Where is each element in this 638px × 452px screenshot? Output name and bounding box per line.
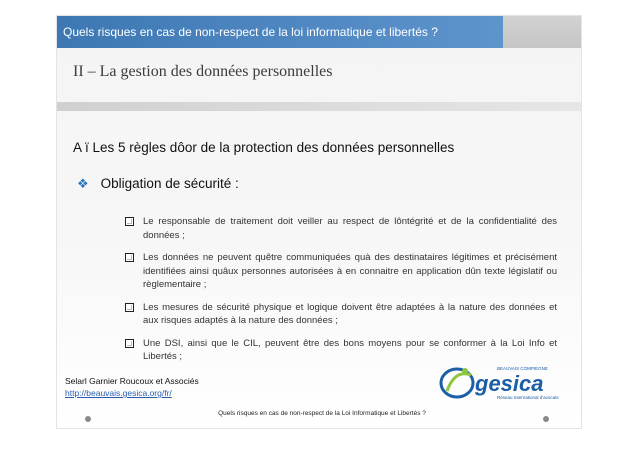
firm-name: Selarl Garnier Roucoux et Associés (65, 376, 199, 386)
list-item (125, 301, 557, 328)
checkbox-bullet-icon (125, 339, 134, 348)
subtitle-divider (57, 102, 581, 111)
section-subtitle: II – La gestion des données personnelles (73, 63, 333, 80)
list-item-text: Le responsable de traitement doit veiller au respect de lôntégrité et de la confidentialité des données ; (143, 216, 557, 241)
footer-note: Quels risques en cas de non-respect de la Loi Informatique et Libertés ? (218, 410, 426, 417)
list-item-text: Une DSI, ainsi que le CIL, peuvent être des bons moyens pour se conformer à la Loi Info et Libertés ; (143, 337, 557, 362)
bullet-list (125, 215, 557, 373)
list-item (125, 215, 557, 242)
rules-heading: A ï Les 5 règles dôor de la protection des données personnelles (73, 140, 455, 155)
gesica-logo (437, 361, 577, 403)
list-item-text: Les données ne peuvent quêtre communiquées quà des destinataires légitimes et précisément identifiées ainsi quâux personnes autorisées à en connaitre en application dûn texte législatif ou règlementaire ; (143, 252, 557, 290)
logo-top-text: BEAUVAIS COMPIEGNE (497, 366, 548, 371)
slide-title: Quels risques en cas de non-respect de la loi informatique et libertés ? (57, 16, 503, 48)
checkbox-bullet-icon (125, 253, 134, 262)
list-item (125, 337, 557, 364)
section-label-text: Obligation de sécurité : (100, 176, 239, 191)
checkbox-bullet-icon (125, 303, 134, 312)
slide (56, 15, 582, 429)
logo-wordmark: gesica (475, 371, 544, 396)
nav-dot-icon[interactable] (543, 416, 549, 422)
logo-tagline: Réseau International d'avocats (497, 395, 559, 400)
diamond-bullet-icon: ❖ (77, 176, 89, 191)
firm-website-link[interactable]: http://beauvais.gesica.org/fr/ (65, 388, 172, 398)
title-bar-accent (503, 16, 581, 48)
list-item (125, 251, 557, 292)
checkbox-bullet-icon (125, 217, 134, 226)
section-label (77, 176, 239, 192)
list-item-text: Les mesures de sécurité physique et logique doivent être adaptées à la nature des données et aux risques adaptés à la nature des données ; (143, 301, 557, 326)
nav-dot-icon[interactable] (85, 416, 91, 422)
